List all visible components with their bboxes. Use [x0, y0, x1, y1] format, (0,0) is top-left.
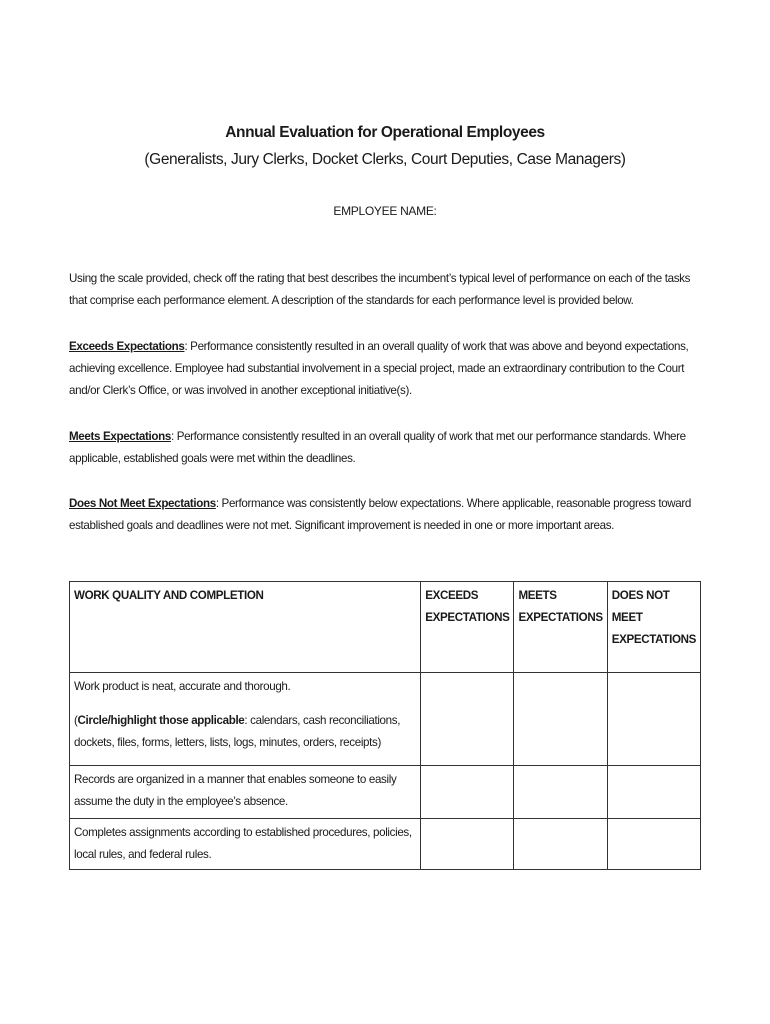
- definition-exceeds-text: : Performance consistently resulted in an overall quality of work that was above and beyond expectations, achieving excellence. Employee had substantial involvement in a special project, made an extraordinary contribution to the Court and/or Clerk’s Office, or was involved in another exceptional initiative(s).: [69, 340, 689, 397]
- document-subtitle: (Generalists, Jury Clerks, Docket Clerks, Court Deputies, Case Managers): [144, 151, 626, 168]
- rating-cell-meets[interactable]: [514, 673, 607, 766]
- task-cell: [70, 819, 421, 870]
- task-note: [74, 710, 416, 754]
- definition-meets: [69, 426, 705, 470]
- evaluation-table: [69, 581, 701, 870]
- definition-exceeds: [69, 336, 705, 402]
- rating-cell-meets[interactable]: [514, 766, 607, 819]
- table-row: [70, 766, 701, 819]
- definition-not-meet: [69, 493, 705, 537]
- definition-meets-text: : Performance consistently resulted in an overall quality of work that met our performance standards. Where applicable, established goals were met within the deadlines.: [69, 430, 686, 465]
- definition-meets-term: Meets Expectations: [69, 430, 171, 443]
- header-does-not-meet: DOES NOT MEET EXPECTATIONS: [607, 582, 700, 673]
- definition-not-meet-term: Does Not Meet Expectations: [69, 497, 216, 510]
- instructions-paragraph: Using the scale provided, check off the rating that best describes the incumbent’s typical level of performance on each of the tasks that comprise each performance element. A description of the standards for each performance level is provided below.: [69, 272, 691, 307]
- task-note-open: (: [74, 714, 78, 727]
- rating-cell-exceeds[interactable]: [421, 766, 514, 819]
- task-cell: [70, 673, 421, 766]
- table-row: [70, 673, 701, 766]
- task-note-rest: : calendars, cash reconciliations, dockets, files, forms, letters, lists, logs, minutes, orders, receipts): [74, 714, 401, 749]
- document-title: Annual Evaluation for Operational Employees: [225, 124, 545, 141]
- rating-cell-does-not-meet[interactable]: [607, 819, 700, 870]
- rating-cell-exceeds[interactable]: [421, 819, 514, 870]
- task-text: Records are organized in a manner that enables someone to easily assume the duty in the employee’s absence.: [74, 773, 397, 808]
- rating-cell-does-not-meet[interactable]: [607, 766, 700, 819]
- task-cell: [70, 766, 421, 819]
- header-work-quality: WORK QUALITY AND COMPLETION: [70, 582, 421, 673]
- rating-cell-meets[interactable]: [514, 819, 607, 870]
- table-row: [70, 819, 701, 870]
- rating-cell-exceeds[interactable]: [421, 673, 514, 766]
- rating-cell-does-not-meet[interactable]: [607, 673, 700, 766]
- task-text: Completes assignments according to established procedures, policies, local rules, and federal rules.: [74, 826, 412, 861]
- employee-name-label: EMPLOYEE NAME:: [333, 204, 437, 218]
- header-meets: MEETS EXPECTATIONS: [514, 582, 607, 673]
- task-text: Work product is neat, accurate and thorough.: [74, 680, 291, 693]
- header-exceeds: EXCEEDS EXPECTATIONS: [421, 582, 514, 673]
- definition-exceeds-term: Exceeds Expectations: [69, 340, 185, 353]
- table-header-row: [70, 582, 701, 673]
- definition-not-meet-text: : Performance was consistently below expectations. Where applicable, reasonable progress toward established goals and deadlines were not met. Significant improvement is needed in one or more important areas.: [69, 497, 692, 532]
- task-note-bold: Circle/highlight those applicable: [77, 714, 245, 727]
